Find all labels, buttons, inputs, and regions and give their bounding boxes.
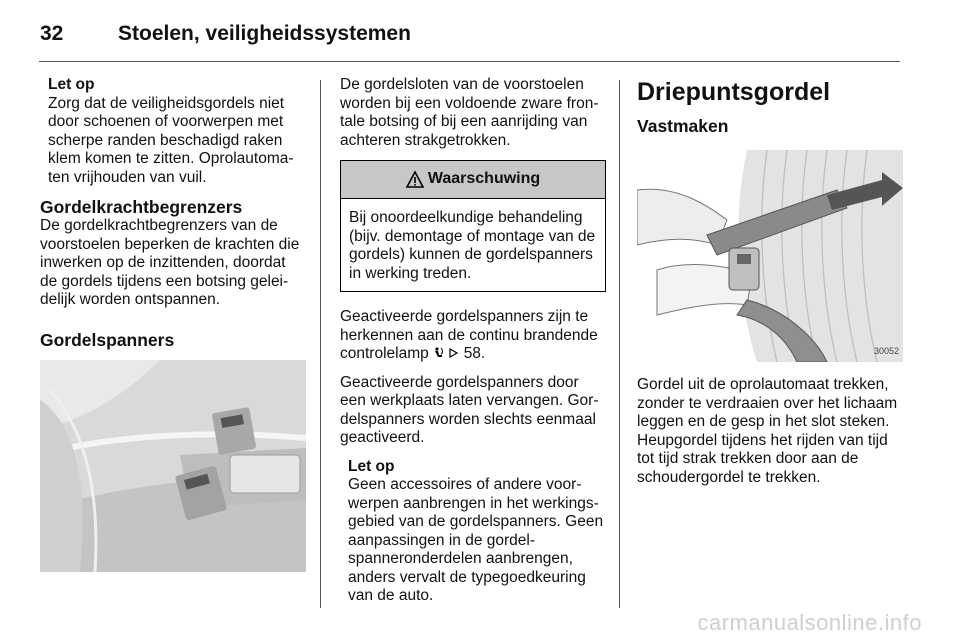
warning-text: Bij onoordeelkundige behandeling (bijv. demontage of montage van de gordels) kunnen de gordelspanners in werking treden. [349, 209, 596, 282]
note-heading: Let op [48, 76, 95, 93]
image-code: 30052 [873, 345, 899, 356]
page-title: Stoelen, veiligheidssystemen [118, 22, 411, 45]
warning-triangle-icon [406, 171, 424, 188]
section-title-force-limiters: Gordelkrachtbegrenzers [40, 197, 243, 217]
paragraph-fastening: Gordel uit de oprolautomaat trekken, zonder te verdraaien over het lichaam leggen en de gesp in het slot steken. Heupgordel tijdens het rijden van tijd tot tijd strak trekken door aan de schoudergordel te trekken. [637, 376, 898, 486]
paragraph-indicator [340, 308, 606, 364]
note-heading-2: Let op [348, 457, 395, 475]
seatbelt-buckle-illustration [40, 360, 306, 572]
warning-header [341, 161, 605, 199]
column-divider-2 [619, 80, 620, 608]
header-divider [39, 61, 900, 62]
note-text: Zorg dat de veiligheidsgordels niet door schoenen of voorwerpen met scherpe randen beschadigd raken klem komen te zitten. Oprolautomaten vrijhouden van vuil. [48, 94, 294, 186]
section-text-force-limiters: De gordelkrachtbegrenzers van de voorstoelen beperken de krachten die inwerken op de inzittenden, doordat de gordels tijdens een botsing geleidelijk worden ontspannen. [40, 217, 300, 308]
fastening-illustration [637, 150, 903, 362]
column-1 [40, 76, 306, 572]
page-header [0, 0, 960, 62]
note-box-1 [40, 76, 306, 187]
warning-heading: Waarschuwing [427, 170, 541, 188]
column-3 [637, 76, 903, 497]
note-box-2 [340, 458, 606, 606]
belt-fastening-illustration [637, 150, 903, 362]
column-2 [340, 76, 606, 616]
section-title-three-point-belt: Driepuntsgordel [637, 78, 831, 106]
page-number: 32 [40, 22, 64, 45]
note-text-2: Geen accessoires of andere voorwerpen aanbrengen in het werkingsgebied van de gordelspanners. Geen aanpassingen in de gordelspanneronderdelen aanbrengen, anders vervalt de typegoedkeuring van de auto. [348, 476, 604, 604]
section-title-pretensioners: Gordelspanners [40, 329, 175, 350]
column-divider-1 [320, 80, 321, 608]
airbag-warning-lamp-icon [433, 347, 444, 359]
paragraph-buckles: De gordelsloten van de voorstoelen worden bij een voldoende zware frontale botsing of bij een aanrijding van achteren strakgetrokken. [340, 76, 599, 149]
indicator-text: Geactiveerde gordelspanners zijn te herkennen aan de continu brandende controlelamp [340, 308, 598, 362]
paragraph-replacement: Geactiveerde gordelspanners door een werkplaats laten vervangen. Gordelspanners worden slechts eenmaal geactiveerd. [340, 373, 599, 446]
page-reference: 58. [463, 345, 486, 362]
page-reference-icon [448, 347, 459, 359]
warning-box [340, 160, 606, 292]
subsection-title-fastening: Vastmaken [637, 116, 729, 136]
watermark: carmanualsonline.info [697, 610, 922, 635]
